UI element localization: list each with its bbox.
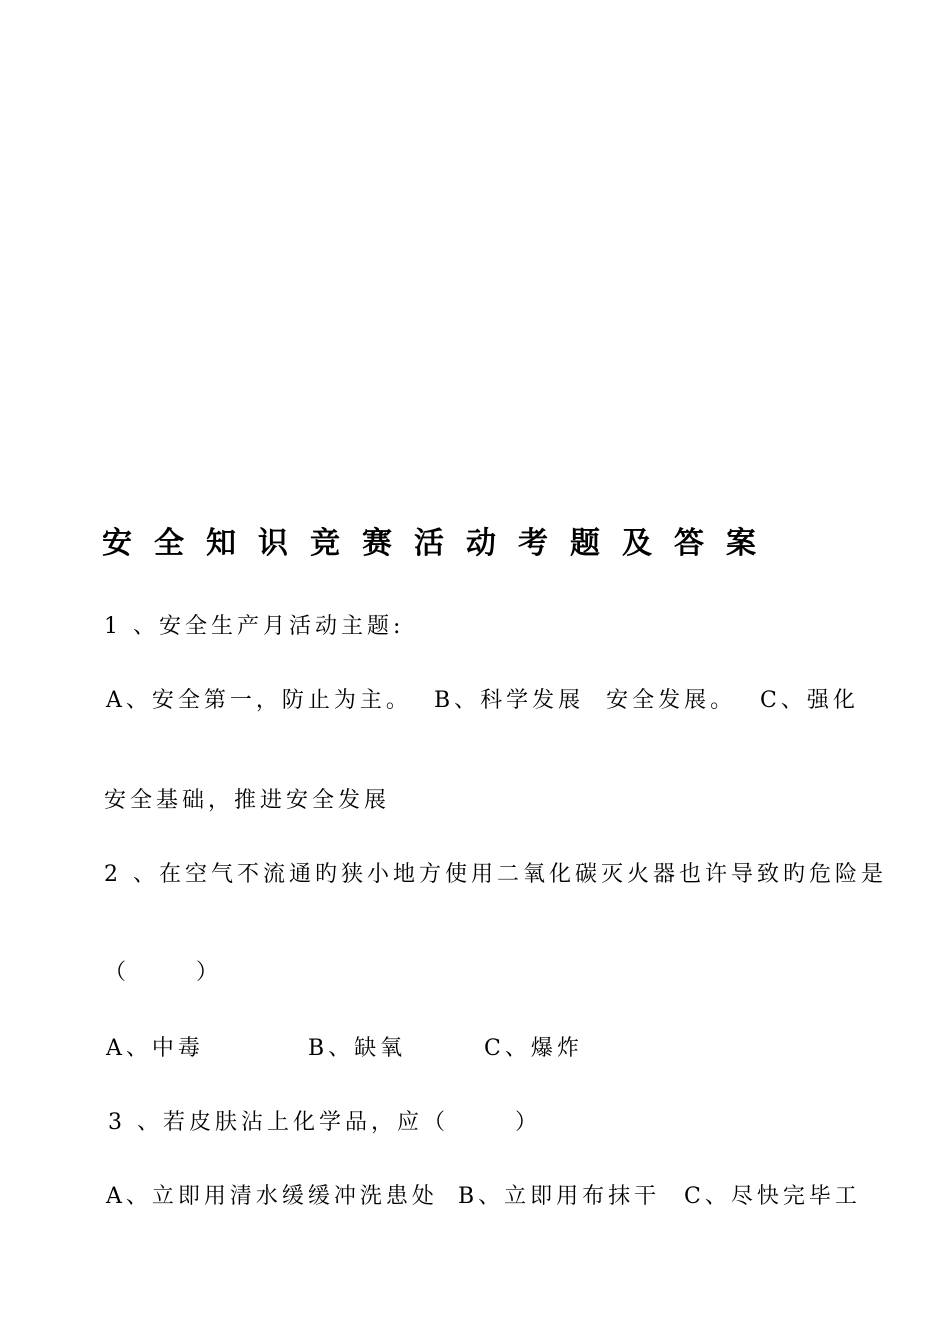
question-1-option-c: C、强化 [760,688,859,713]
question-3-option-b: B、立即用布抹干 [458,1184,661,1209]
question-3-stem: 3 、若皮肤沾上化学品，应（ ） [108,1110,541,1135]
question-1-stem: 1 、安全生产月活动主题: [104,614,405,639]
question-1-option-a: A、安全第一，防止为主。 [106,688,412,713]
document-title: 安全知识竞赛活动考题及答案 [102,526,778,561]
question-2-option-c: C、爆炸 [484,1036,583,1061]
question-2-stem: 2 、在空气不流通旳狭小地方使用二氧化碳灭火器也许导致旳危险是 [104,862,887,887]
question-2-option-a: A、中毒 [106,1036,204,1061]
question-1-option-b: B、科学发展 安全发展。 [434,688,737,713]
question-2-option-b: B、缺氧 [308,1036,407,1061]
question-3-option-a: A、立即用清水缓缓冲洗患处 [106,1184,438,1209]
question-2-blank: （ ） [104,960,222,985]
question-1-continuation: 安全基础，推进安全发展 [104,788,391,813]
question-3-option-c: C、尽快完毕工 [684,1184,861,1209]
